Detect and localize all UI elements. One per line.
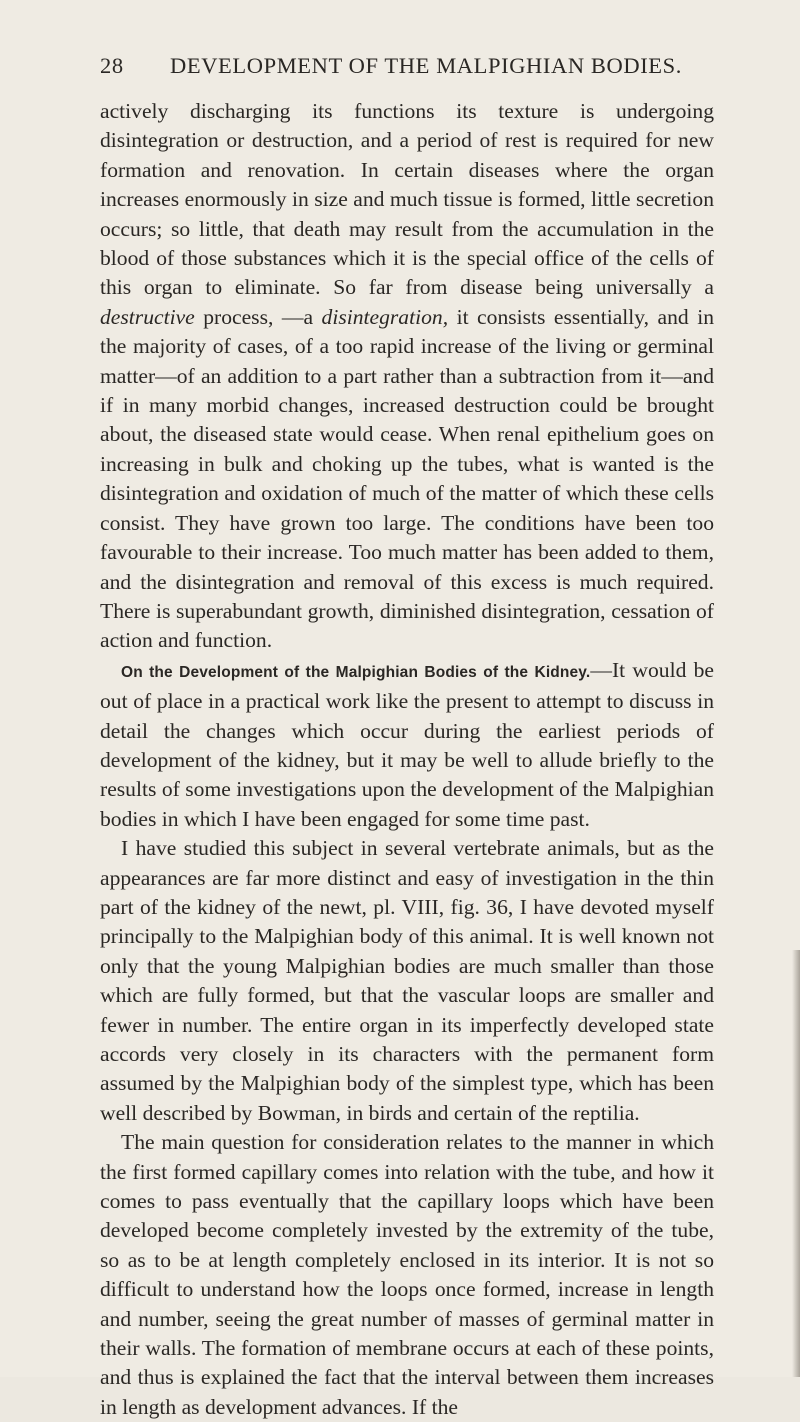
paragraph-text: —It would be out of place in a practical work like the present to attempt to discuss in detail the changes which occur during the earliest periods of development of the kidney, but it may be well to allude briefly to the results of some investigations upon the development of the Malpighian bodies in which I have been engaged for some time past. bbox=[100, 657, 714, 831]
paragraph-text: process, —a bbox=[194, 304, 322, 329]
paragraph-text: actively discharging its functions its texture is undergoing disintegration or destruction, and a period of rest is required for new formation and renovation. In certain diseases where the organ increases enormously in size and much tissue is formed, little secretion occurs; so little, that death may result from the accumulation in the blood of those substances which it is the special office of the cells of this organ to eliminate. So far from disease being universally a bbox=[100, 99, 714, 300]
italic-disintegration: disintegration, bbox=[321, 304, 449, 329]
italic-destructive: destructive bbox=[100, 304, 195, 329]
running-title: DEVELOPMENT OF THE MALPIGHIAN BODIES. bbox=[170, 53, 682, 78]
page-number: 28 bbox=[100, 53, 124, 78]
paragraph-text: it consists essentially, and in the majority of cases, of a too rapid increase of the living or germinal matter—of an addition to a part rather than a subtraction from it—and if in many morbid changes, increased destruction could be brought about, the diseased state would cease. When renal epithelium goes on increasing in bulk and choking up the tubes, what is wanted is the disintegration and oxidation of much of the matter of which these cells consist. They have grown too large. The conditions have been too favourable to their increase. Too much matter has been added to them, and the disintegration and removal of this excess is much required. There is superabundant growth, diminished disintegration, cessation of action and function. bbox=[100, 304, 714, 653]
section-heading: On the Development of the Malpighian Bodies of the Kidney. bbox=[121, 663, 591, 681]
paragraph-newt: I have studied this subject in several vertebrate animals, but as the appearances are far more distinct and easy of investigation in the thin part of the kidney of the newt, pl. VIII, fig. 36, I have devoted myself principally to the Malpighian body of this animal. It is well known not only that the young Malpighian bodies are much smaller than those which are fully formed, but that the vascular loops are smaller and fewer in number. The entire organ in its imperfectly developed state accords very closely in its characters with the permanent form assumed by the Malpighian body of the simplest type, which has been well described by Bowman, in birds and certain of the reptilia. bbox=[100, 836, 714, 1125]
page-body bbox=[100, 97, 714, 1422]
paragraph-development bbox=[100, 656, 714, 834]
page-edge-shadow bbox=[792, 950, 800, 1377]
paragraph-disease bbox=[100, 97, 714, 656]
paragraph-main-question: The main question for consideration relates to the manner in which the first formed capillary comes into relation with the tube, and how it comes to pass eventually that the capillary loops which have been developed become completely invested by the extremity of the tube, so as to be at length completely enclosed in its interior. It is not so difficult to understand how the loops once formed, increase in length and number, seeing the great number of masses of germinal matter in their walls. The formation of membrane occurs at each of these points, and thus is explained the fact that the interval between them increases in length as development advances. If the bbox=[100, 1130, 714, 1419]
